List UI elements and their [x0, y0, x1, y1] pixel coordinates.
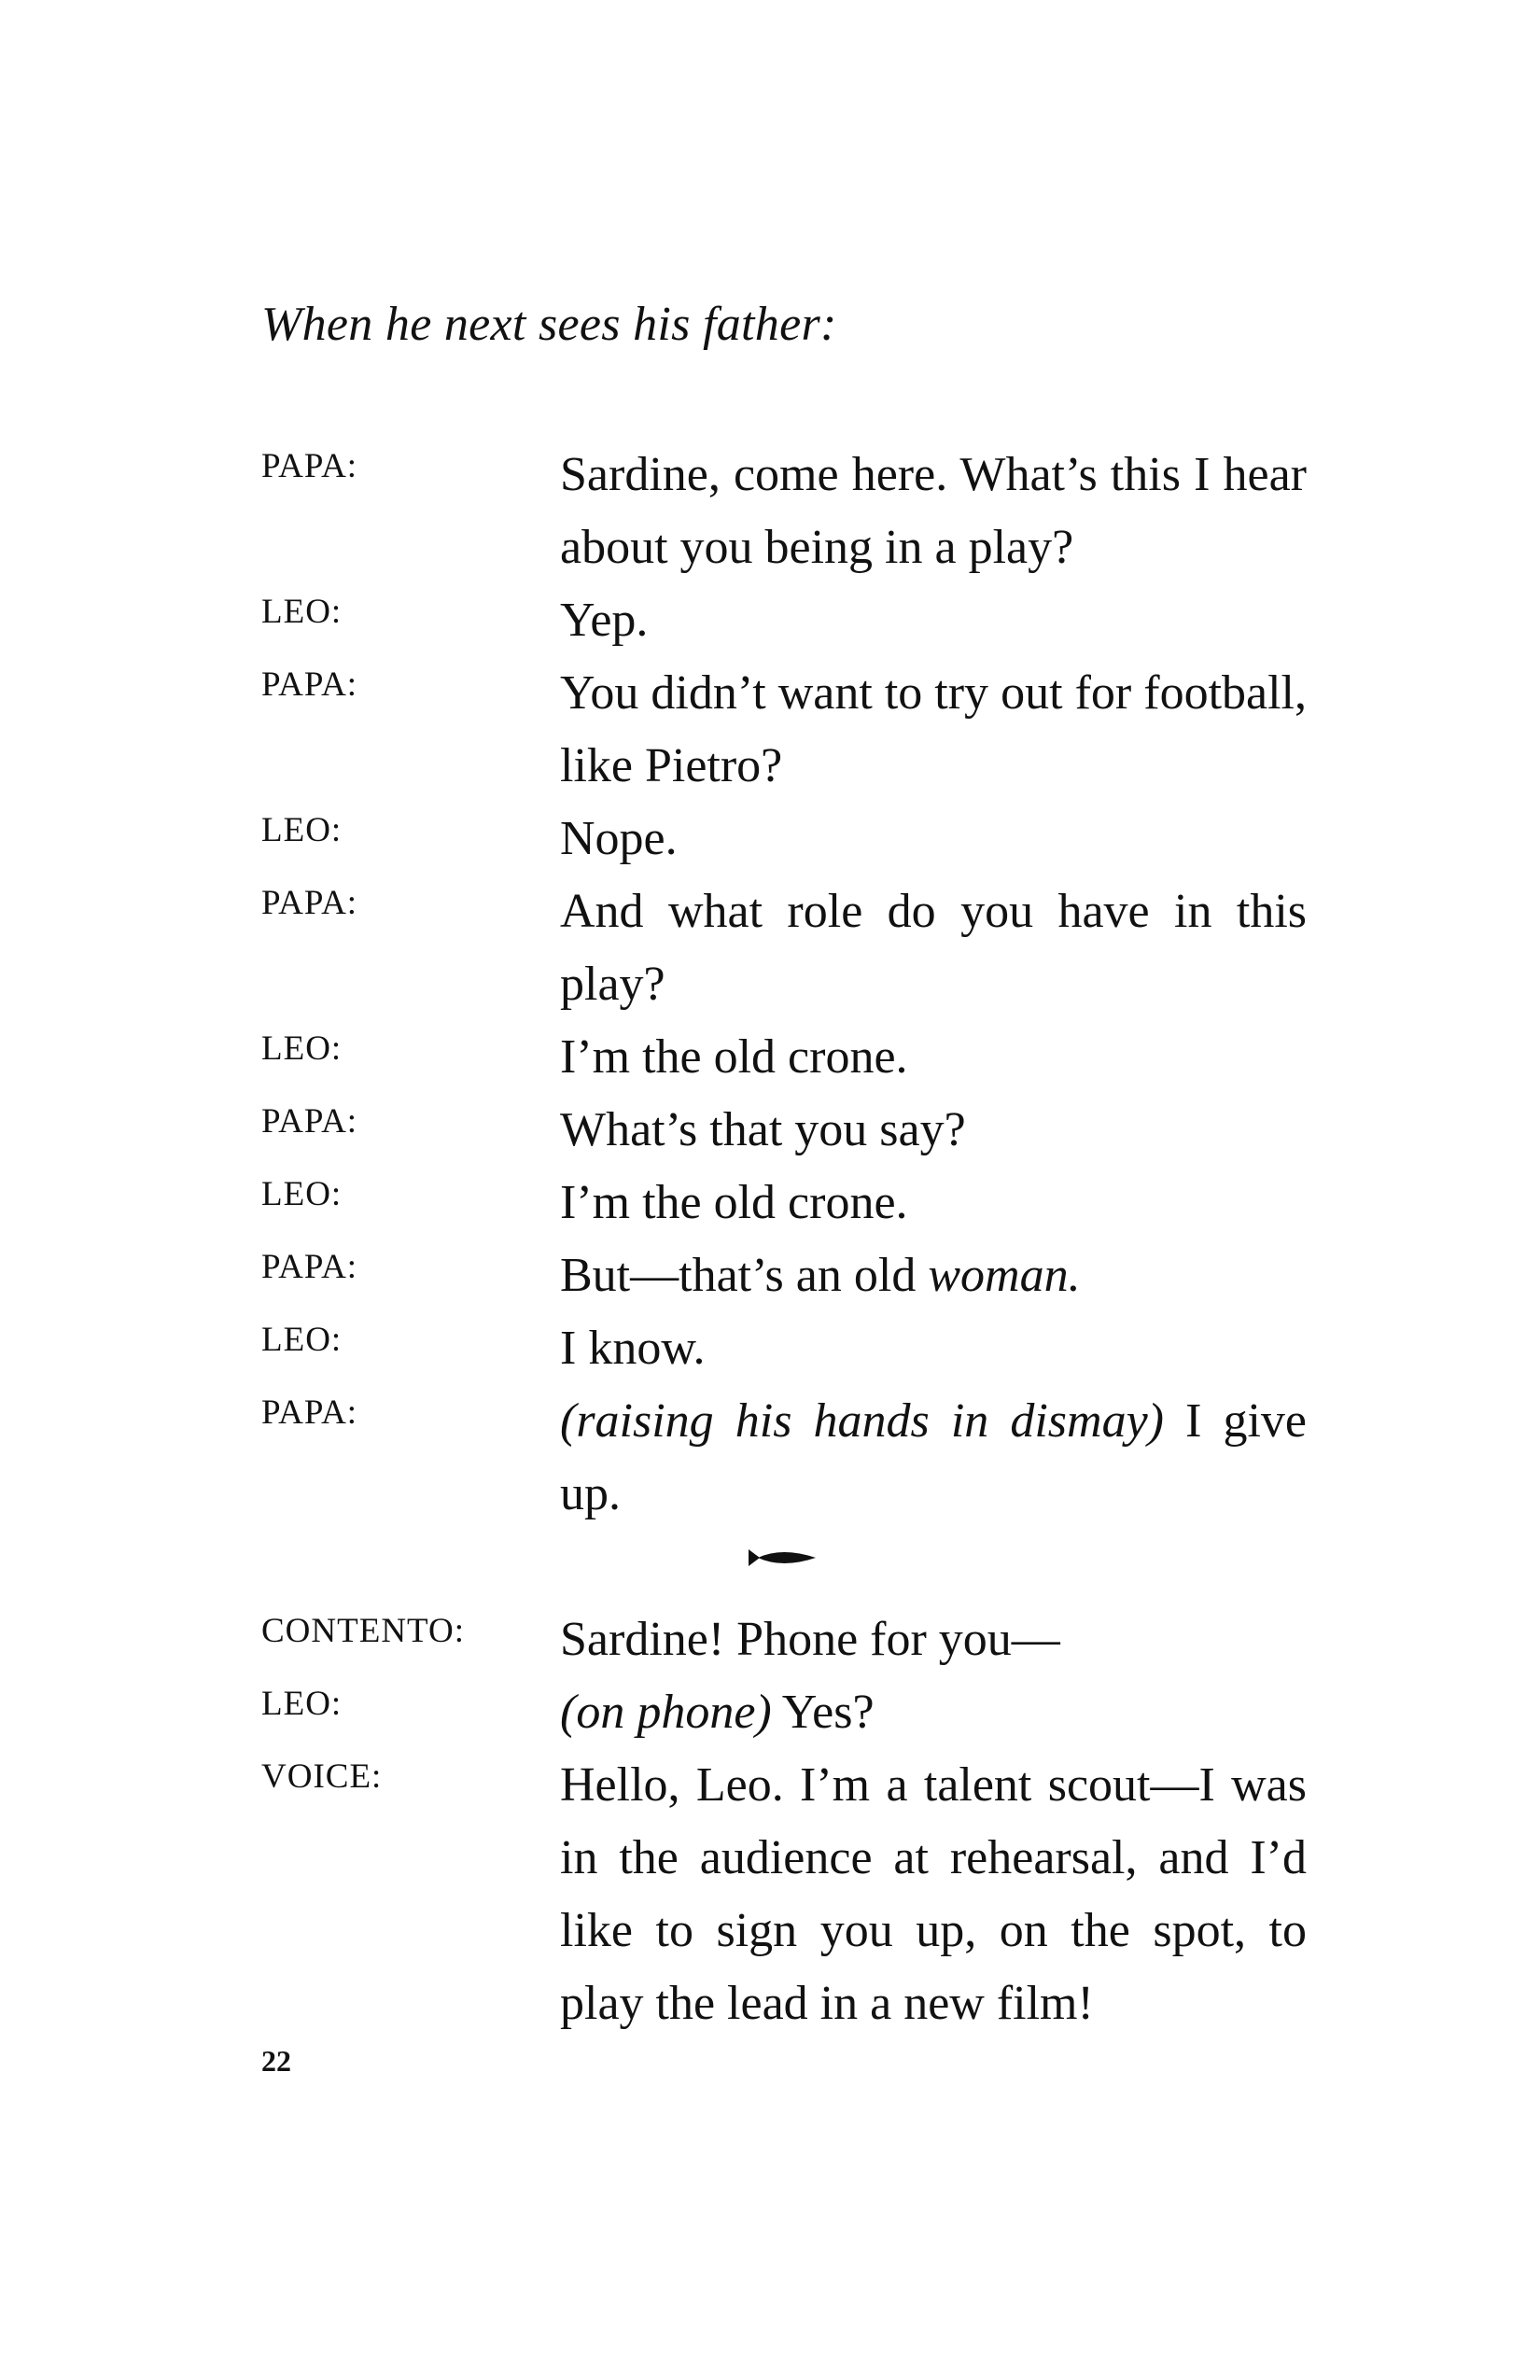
dialogue-line: [261, 657, 1307, 803]
speaker-label: PAPA:: [261, 1102, 358, 1141]
dialogue-line: [261, 1676, 1307, 1749]
stage-direction-inline: (on phone): [560, 1686, 772, 1739]
dialogue-line: [261, 1385, 1307, 1531]
dialogue-line: [261, 875, 1307, 1021]
dialogue-line: [261, 1094, 1307, 1167]
speech-text: [560, 1239, 1307, 1312]
speech-emphasis: woman.: [928, 1249, 1081, 1302]
dialogue-line: [261, 1603, 1307, 1676]
speaker-label: PAPA:: [261, 665, 358, 704]
section-divider: [261, 1531, 1307, 1603]
stage-direction: When he next sees his father:: [261, 298, 837, 351]
speaker-label: LEO:: [261, 1685, 343, 1723]
dialogue-line: [261, 584, 1307, 657]
speaker-label: PAPA:: [261, 447, 358, 485]
speech-text: What’s that you say?: [560, 1103, 966, 1156]
speaker-label: PAPA:: [261, 884, 358, 922]
dialogue-line: [261, 1021, 1307, 1094]
dialogue-line: [261, 1167, 1307, 1239]
speech-text: You didn’t want to try out for football, like Pietro?: [560, 666, 1307, 792]
speaker-label: PAPA:: [261, 1248, 358, 1286]
speaker-label: LEO:: [261, 1321, 343, 1359]
dialogue-line: [261, 1312, 1307, 1385]
stage-direction-inline: (raising his hands in dismay): [560, 1394, 1164, 1448]
speech-text: Hello, Leo. I’m a talent scout—I was in the audience at rehearsal, and I’d like to sign you up, on the spot, to play the lead in a new film!: [560, 1758, 1307, 2030]
speaker-label: LEO:: [261, 1175, 343, 1213]
dialogue-line: [261, 439, 1307, 584]
script-dialogue: [261, 439, 1307, 2040]
speaker-label: CONTENTO:: [261, 1612, 465, 1650]
speech-text: I know.: [560, 1322, 706, 1375]
dialogue-line: [261, 803, 1307, 875]
speaker-label: VOICE:: [261, 1757, 383, 1796]
speech-plain: I give up.: [560, 1394, 1307, 1520]
fish-ornament-icon: [745, 1544, 819, 1572]
speech-text: I’m the old crone.: [560, 1030, 908, 1084]
speech-text: I’m the old crone.: [560, 1176, 908, 1229]
dialogue-line: [261, 1749, 1307, 2040]
speaker-label: LEO:: [261, 593, 343, 631]
speaker-label: PAPA:: [261, 1393, 358, 1432]
page-number: 22: [261, 2044, 291, 2078]
speech-text: Yep.: [560, 594, 649, 647]
speaker-label: LEO:: [261, 1029, 343, 1068]
speech-text: Sardine! Phone for you—: [560, 1613, 1060, 1666]
speech-text: And what role do you have in this play?: [560, 885, 1307, 1011]
speech-plain: But—that’s an old: [560, 1249, 929, 1302]
speech-plain: Yes?: [771, 1686, 875, 1739]
speech-text: Sardine, come here. What’s this I hear about you being in a play?: [560, 448, 1307, 574]
dialogue-line: [261, 1239, 1307, 1312]
speech-text: [560, 1385, 1307, 1531]
speech-text: Nope.: [560, 812, 678, 865]
speaker-label: LEO:: [261, 811, 343, 849]
speech-text: [560, 1676, 1307, 1749]
